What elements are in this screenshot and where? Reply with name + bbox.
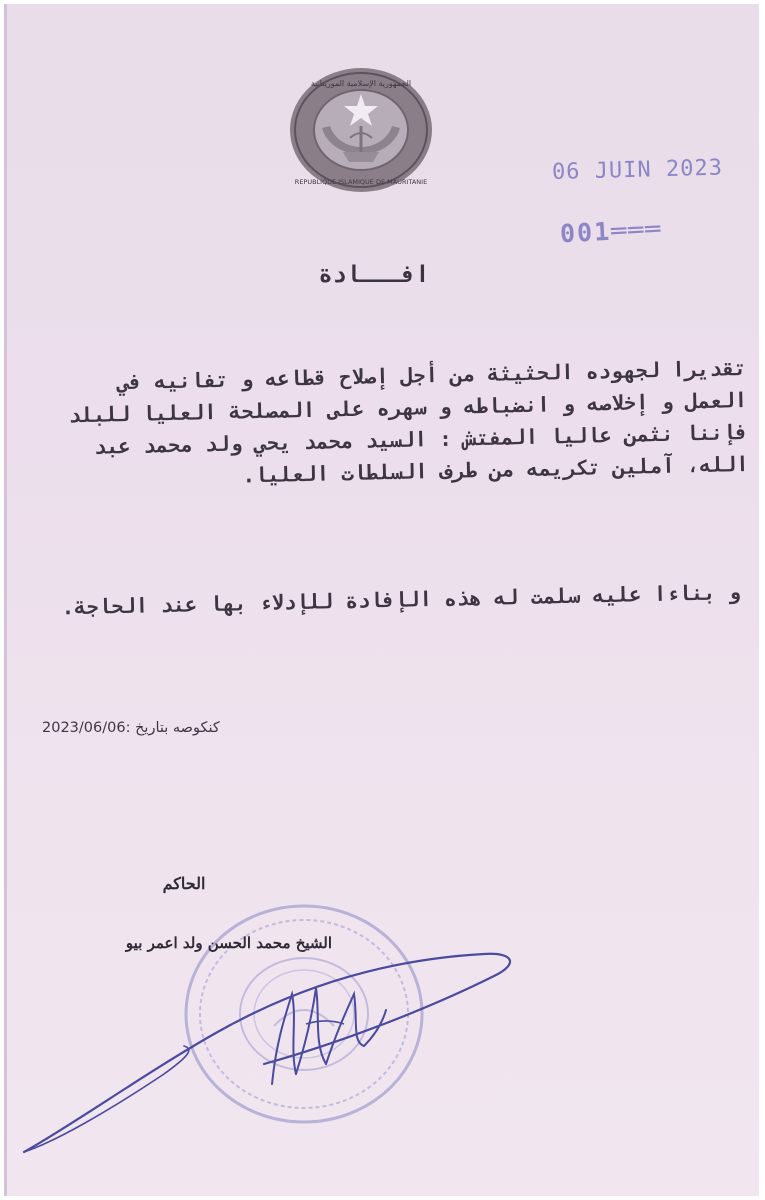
stamp-dashes: ═══ bbox=[610, 214, 664, 246]
document-sheet bbox=[4, 4, 759, 1196]
place-and-date-line: كنكوصه بتاريخ :2023/06/06 bbox=[42, 720, 220, 736]
national-seal-icon bbox=[288, 66, 434, 194]
handwritten-signature-icon bbox=[14, 924, 524, 1164]
paper-edge bbox=[4, 4, 7, 1196]
signatory-title: الحاكم bbox=[162, 874, 206, 893]
document-title: افـــادة bbox=[318, 262, 430, 288]
body-paragraph-1: تقديرا لجهوده الحثيثة من أجل إصلاح قطاعه و تفانيه في العمل و إخلاصه و انضباطه و سهره على المصلحة العليا للبلد فإننا نثمن عاليا المفتش : السيد محمد يحي ولد محمد عبد الله، آملين تكريمه من طرف السلطات العليا. bbox=[68, 355, 749, 488]
body-paragraph-2: و بناءا عليه سلمت له هذه الإفادة للإدلاء بها عند الحاجة. bbox=[61, 579, 741, 620]
registration-number-stamp: 001═══ bbox=[559, 214, 664, 249]
received-date-stamp: 06 JUIN 2023 bbox=[551, 155, 724, 185]
signatory-name: الشيخ محمد الحسن ولد اعمر بيو bbox=[125, 934, 333, 952]
svg-text:الجمهورية الإسلامية الموريتاني: الجمهورية الإسلامية الموريتانية bbox=[310, 79, 412, 88]
svg-text:REPUBLIQUE ISLAMIQUE DE MAURIT: REPUBLIQUE ISLAMIQUE DE MAURITANIE bbox=[294, 178, 428, 186]
